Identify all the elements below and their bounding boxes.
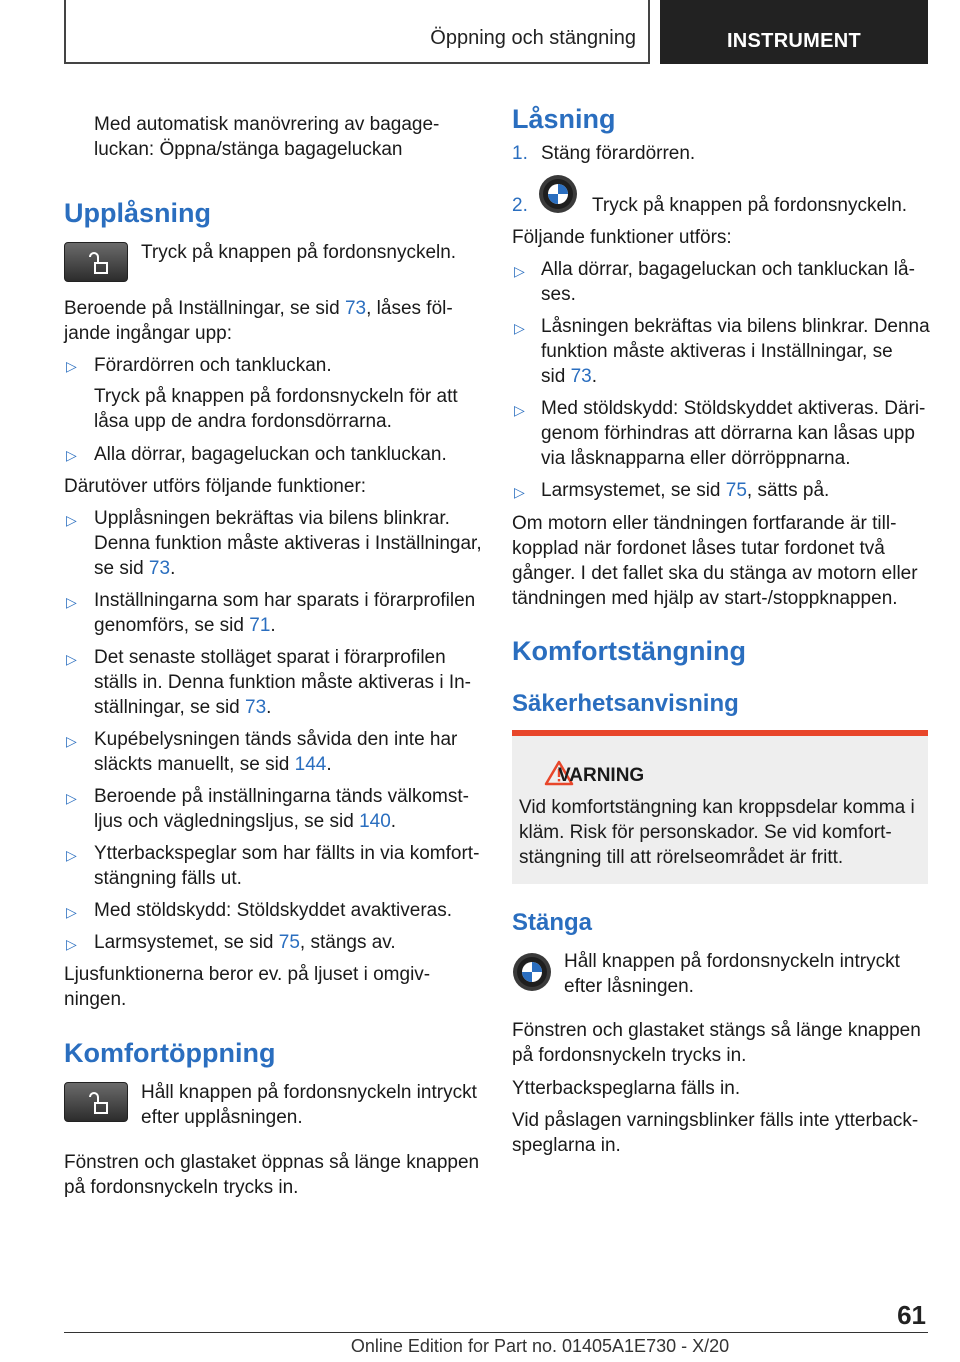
page-link[interactable]: 73 <box>148 558 171 579</box>
comfort-open-note: Fönstren och glastaket öppnas så länge knappen <box>64 1152 480 1173</box>
mirror-note: Ytterbackspeglarna fälls in. <box>512 1078 741 1099</box>
horn-note: tändningen med hjälp av start-/stoppknappen. <box>512 588 898 609</box>
list-item: se sid 73. <box>94 558 176 579</box>
horn-note: Om motorn eller tändningen fortfarande är till- <box>512 513 897 534</box>
page-link[interactable]: 75 <box>278 932 300 953</box>
list-item: ses. <box>541 284 576 305</box>
intro-line: Med automatisk manövrering av bagage- <box>94 114 440 135</box>
list-item: genom förhindras att dörrarna kan låsas upp <box>541 423 915 444</box>
list-item: Alla dörrar, bagageluckan och tankluckan lå- <box>541 259 915 280</box>
list-item: funktion måste aktiveras i Inställningar, se <box>541 341 893 362</box>
lock-heading: Låsning <box>512 104 616 134</box>
warning-box <box>512 730 928 884</box>
light-note: ningen. <box>64 989 127 1010</box>
footer-divider <box>64 1332 928 1333</box>
unlock-instruction: Tryck på knappen på fordonsnyckeln. <box>141 242 457 263</box>
page-link[interactable]: 144 <box>294 754 327 775</box>
unlock-icon <box>65 1083 129 1123</box>
page-link[interactable]: 75 <box>725 480 747 501</box>
step-text: Tryck på knappen på fordonsnyckeln. <box>592 195 908 216</box>
list-item: Det senaste stolläget sparat i förarprofilen <box>94 647 446 668</box>
edition-footer: Online Edition for Part no. 01405A1E730 - X/20 <box>350 1336 730 1356</box>
list-item: Upplåsningen bekräftas via bilens blinkrar. <box>94 508 450 529</box>
bullet-icon: ▷ <box>66 358 77 374</box>
list-item-extra: Tryck på knappen på fordonsnyckeln för att <box>94 386 458 407</box>
page-link[interactable]: 140 <box>359 811 391 832</box>
list-item: Med stöldskydd: Stöldskyddet avaktiveras. <box>94 900 453 921</box>
bullet-icon: ▷ <box>514 320 525 336</box>
page-number: 61 <box>897 1300 926 1330</box>
close-text: efter låsningen. <box>564 976 694 997</box>
unlock-key-button <box>64 1082 128 1122</box>
chapter-title: INSTRUMENT <box>726 30 862 52</box>
warning-label: VARNING <box>558 765 645 786</box>
bullet-icon: ▷ <box>66 733 77 749</box>
bullet-icon: ▷ <box>66 936 77 952</box>
page-link[interactable]: 73 <box>570 366 592 387</box>
list-item: Med stöldskydd: Stöldskyddet aktiveras. Däri- <box>541 398 926 419</box>
list-item: Inställningarna som har sparats i förarprofilen <box>94 590 476 611</box>
warning-text: stängning till att rörelseområdet är fritt. <box>519 847 844 868</box>
following-text: Följande funktioner utförs: <box>512 227 732 248</box>
bullet-icon: ▷ <box>514 263 525 279</box>
list-item: genomförs, se sid 71. <box>94 615 276 636</box>
page-link[interactable]: 73 <box>344 298 367 319</box>
comfort-close-heading: Komfortstängning <box>512 636 746 666</box>
warning-text: Vid komfortstängning kan kroppsdelar komma i <box>519 797 915 818</box>
list-item: släckts manuellt, se sid 144. <box>94 754 332 775</box>
warning-text: kläm. Risk för personskador. Se vid komfort- <box>519 822 892 843</box>
list-item: Larmsystemet, se sid 75, sätts på. <box>541 480 830 501</box>
comfort-open-text: efter upplåsningen. <box>141 1107 303 1128</box>
bullet-icon: ▷ <box>66 904 77 920</box>
bullet-icon: ▷ <box>66 512 77 528</box>
list-item-extra: låsa upp de andra fordonsdörrarna. <box>94 411 392 432</box>
list-item: via låsknapparna eller dörröppnarna. <box>541 448 851 469</box>
hazard-note: speglarna in. <box>512 1135 621 1156</box>
list-item: ställningar, se sid 73. <box>94 697 272 718</box>
unlock-key-button <box>64 242 128 282</box>
step-number: 2. <box>512 195 528 216</box>
section-title: Öppning och stängning <box>430 27 636 49</box>
list-item: Larmsystemet, se sid 75, stängs av. <box>94 932 396 953</box>
list-item: Denna funktion måste aktiveras i Inställningar, <box>94 533 482 554</box>
intro-line: luckan: Öppna/stänga bagageluckan <box>94 139 403 160</box>
bullet-icon: ▷ <box>66 651 77 667</box>
page-link[interactable]: 73 <box>245 697 267 718</box>
bmw-key-button-icon <box>512 952 552 992</box>
bmw-key-button-icon <box>538 174 578 214</box>
list-item: ljus och vägledningsljus, se sid 140. <box>94 811 397 832</box>
depending-line-2: jande ingångar upp: <box>64 323 232 344</box>
list-item: Låsningen bekräftas via bilens blinkrar. Denna <box>541 316 930 337</box>
bullet-icon: ▷ <box>66 790 77 806</box>
light-note: Ljusfunktionerna beror ev. på ljuset i omgiv- <box>64 964 431 985</box>
list-item: Ytterbackspeglar som har fällts in via komfort- <box>94 843 480 864</box>
list-item: ställs in. Denna funktion måste aktiveras i In- <box>94 672 472 693</box>
section-tab <box>64 0 650 64</box>
bullet-icon: ▷ <box>66 447 77 463</box>
list-item: sid 73. <box>541 366 597 387</box>
page-header <box>64 0 928 64</box>
list-item: stängning fälls ut. <box>94 868 242 889</box>
list-item: Alla dörrar, bagageluckan och tankluckan. <box>94 444 447 465</box>
also-text: Därutöver utförs följande funktioner: <box>64 476 367 497</box>
bullet-icon: ▷ <box>66 594 77 610</box>
list-item: Förardörren och tankluckan. <box>94 355 332 376</box>
horn-note: gånger. I det fallet ska du stänga av motorn eller <box>512 563 918 584</box>
step-text: Stäng förardörren. <box>541 143 696 164</box>
close-note: Fönstren och glastaket stängs så länge knappen <box>512 1020 921 1041</box>
close-note: på fordonsnyckeln trycks in. <box>512 1045 747 1066</box>
list-item: Beroende på inställningarna tänds välkomst- <box>94 786 469 807</box>
unlock-heading: Upplåsning <box>64 198 211 228</box>
close-text: Håll knappen på fordonsnyckeln intryckt <box>564 951 900 972</box>
hazard-note: Vid påslagen varningsblinker fälls inte ytterback- <box>512 1110 919 1131</box>
list-item: Kupébelysningen tänds såvida den inte har <box>94 729 458 750</box>
close-heading: Stänga <box>512 909 593 936</box>
bullet-icon: ▷ <box>66 847 77 863</box>
safety-heading: Säkerhetsanvisning <box>512 690 739 717</box>
bullet-icon: ▷ <box>514 402 525 418</box>
comfort-open-heading: Komfortöppning <box>64 1038 276 1068</box>
comfort-open-note: på fordonsnyckeln trycks in. <box>64 1177 299 1198</box>
unlock-icon <box>65 243 129 283</box>
depending-line-1: Beroende på Inställningar, se sid 73, låses föl- <box>64 298 453 319</box>
step-number: 1. <box>512 143 528 164</box>
page-link[interactable]: 71 <box>249 615 271 636</box>
comfort-open-text: Håll knappen på fordonsnyckeln intryckt <box>141 1082 477 1103</box>
chapter-tab <box>660 0 928 64</box>
horn-note: kopplad när fordonet låses tutar fordonet två <box>512 538 885 559</box>
bullet-icon: ▷ <box>514 484 525 500</box>
